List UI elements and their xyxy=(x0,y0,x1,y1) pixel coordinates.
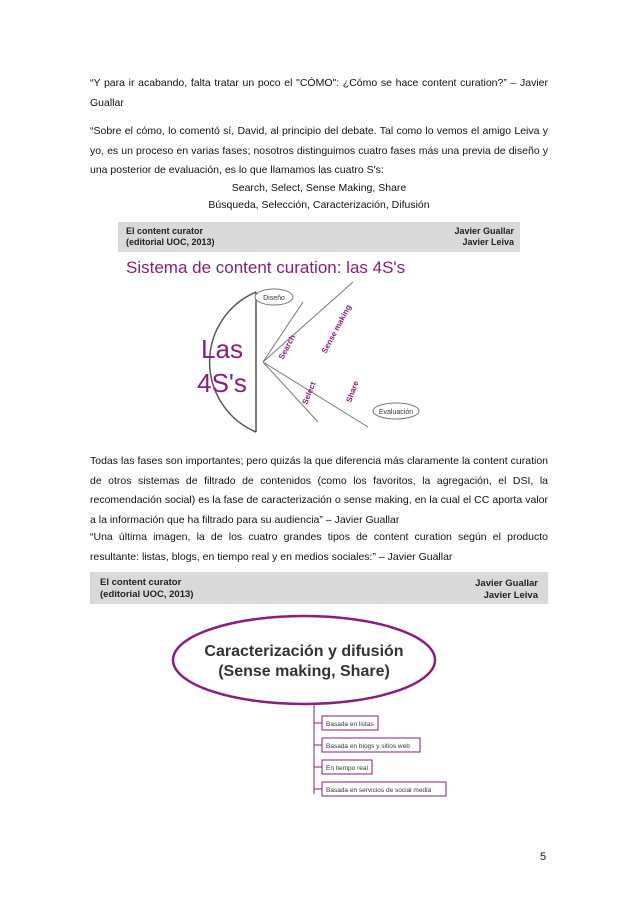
author-1: Javier Guallar xyxy=(454,226,514,236)
tree-item-label: En tiempo real xyxy=(326,765,368,772)
circle-text-las: Las xyxy=(201,334,243,364)
tree-item-label: Basada en servicios de social media xyxy=(326,787,432,794)
main-oval xyxy=(173,616,435,704)
select-label: Select xyxy=(300,380,318,406)
page-number: 5 xyxy=(540,851,547,863)
book-publisher-2: (editorial UOC, 2013) xyxy=(100,589,194,600)
book-title-2: El content curator xyxy=(100,577,182,588)
diseno-label: Diseño xyxy=(263,295,285,302)
figure-characterization-diagram xyxy=(90,572,548,804)
evaluacion-label: Evaluación xyxy=(378,409,414,416)
tree-item-label: Basada en listas xyxy=(326,721,374,728)
phases-spanish: Búsqueda, Selección, Caracterización, Difusión xyxy=(208,199,430,211)
tree-item-label: Basada en blogs y sitios web xyxy=(326,743,410,750)
figure-4s-diagram xyxy=(118,222,520,436)
diagram-title: Sistema de content curation: las 4S's xyxy=(126,258,406,277)
share-label: Share xyxy=(344,379,361,404)
paragraph-1: “Y para ir acabando, falta tratar un poco el "CÓMO": ¿Cómo se hace content curation?” – Javier Guallar xyxy=(90,77,548,109)
search-label: Search xyxy=(276,333,298,361)
oval-title-line2: (Sense making, Share) xyxy=(218,663,390,680)
tree-items xyxy=(314,716,446,796)
author-1-2: Javier Guallar xyxy=(475,578,538,589)
paragraph-4: “Una última imagen, la de los cuatro grandes tipos de content curation según el producto resultante: listas, blogs, en tiempo real y en medios sociales:” – Javier Guallar xyxy=(90,531,548,563)
paragraph-2: “Sobre el cómo, lo comentó sí, David, al principio del debate. Tal como lo vemos el amigo Leiva y yo, es un proceso en varias fases; nosotros distinguimos cuatro fases más una previa de diseño y una posterior de evaluación, es lo que llamamos las cuatro S's: xyxy=(90,125,548,177)
figure-4s-svg xyxy=(118,222,520,436)
oval-title-line1: Caracterización y difusión xyxy=(204,643,404,660)
figure-characterization-svg xyxy=(90,572,548,804)
sense-label: Sense making xyxy=(319,303,354,355)
phases-english: Search, Select, Sense Making, Share xyxy=(231,182,407,194)
paragraph-3: Todas las fases son importantes; pero quizás la que diferencia más claramente la content curation de otros sistemas de filtrado de contenidos (como los favoritos, la agregación, el DSI, la recomendación social) es la fase de caracterización o sense making, en la cual el CC aporta valor a la información que ha filtrado para su audiencia” – Javier Guallar xyxy=(90,455,548,526)
book-title: El content curator xyxy=(126,226,204,236)
book-publisher: (editorial UOC, 2013) xyxy=(126,237,215,247)
author-2: Javier Leiva xyxy=(462,237,514,247)
circle-text-4s: 4S's xyxy=(197,368,247,398)
author-2-2: Javier Leiva xyxy=(483,590,538,601)
